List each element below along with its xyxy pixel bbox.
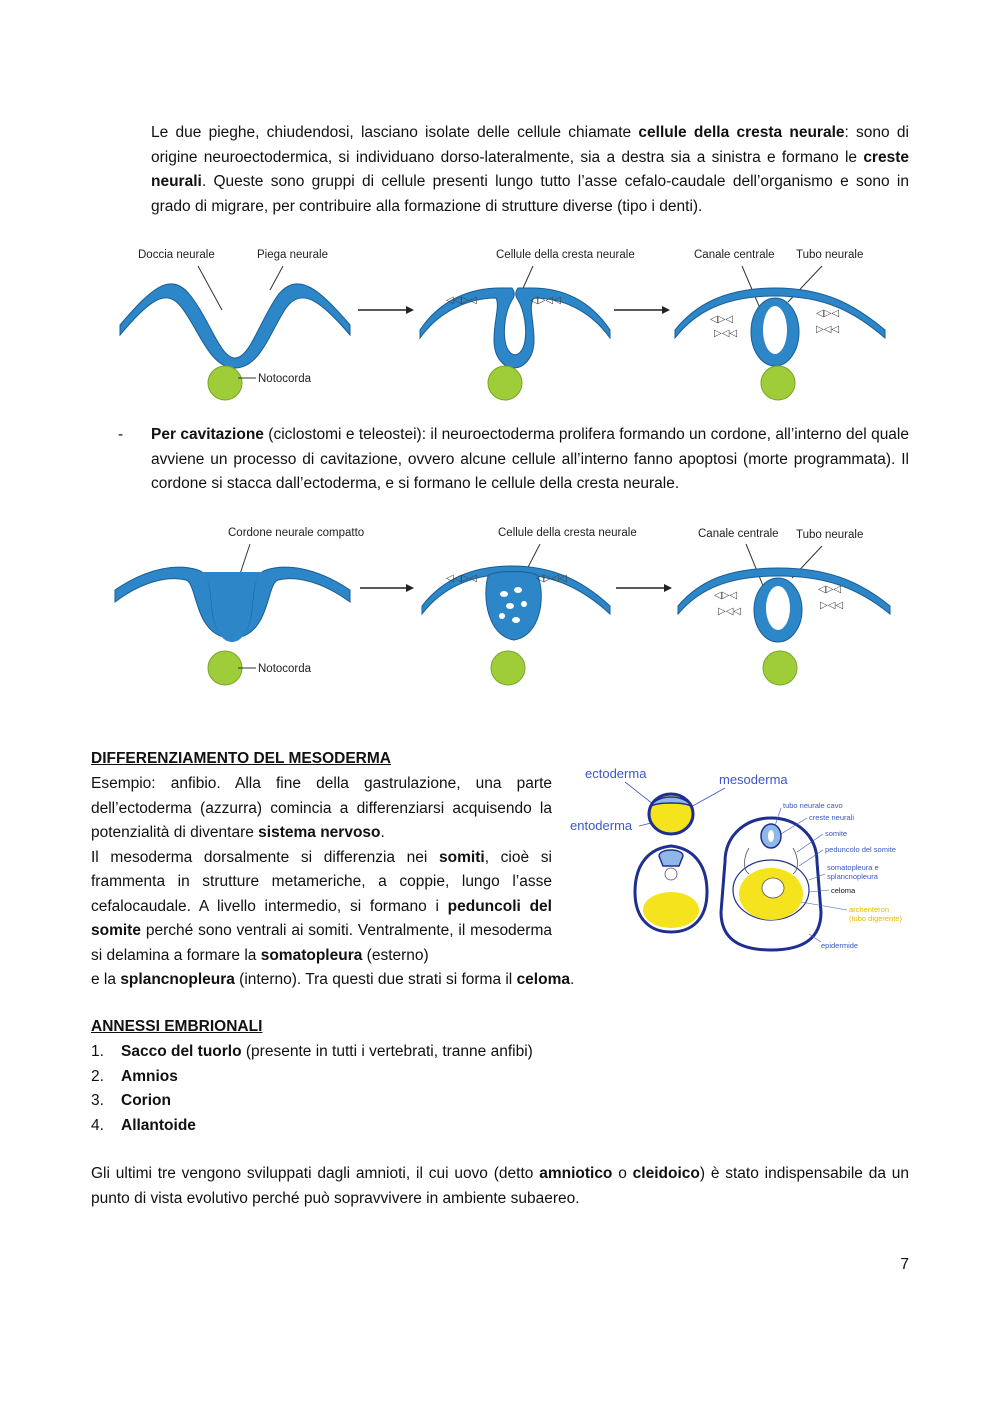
text-run: , cioè si frammenta in strutture metameriche, a coppie, lungo l’asse cefalocaudale. A livello intermedio, si formano i: [91, 848, 552, 915]
text-run: Gli ultimi tre vengono sviluppati dagli amnioti, il cui uovo (detto: [91, 1165, 540, 1182]
label-entoderma: entoderma: [570, 818, 633, 833]
list-text: [121, 1114, 196, 1139]
text-run: o: [612, 1165, 633, 1182]
text-run: . Queste sono gruppi di cellule presenti lungo tutto l’asse cefalo-caudale dell’organismo e sono in grado di migrare, per contribuire alla formazione di strutture diverse (tipo i denti).: [151, 173, 909, 215]
medium-embryo-neural: [659, 850, 683, 866]
list-number: 4.: [91, 1116, 104, 1134]
list-dash: -: [118, 426, 124, 443]
list-item: [91, 1114, 533, 1139]
bold-term: Allantoide: [121, 1116, 196, 1134]
pointer-line: [270, 266, 283, 290]
crest-cells-left: ◁▷◁: [714, 590, 738, 601]
pointer-line: [198, 266, 222, 310]
list-number: 1.: [91, 1043, 104, 1060]
apoptotic-cell: [506, 603, 514, 609]
page-number: 7: [900, 1256, 909, 1273]
crest-cells-left: ▷◁◁: [714, 328, 738, 339]
central-canal: [766, 586, 790, 630]
text-run: Esempio: anfibio. Alla fine della gastrulazione, una parte dell’ectoderma (azzurra) comincia a differenziarsi acquisendo la potenzialità di diventare: [91, 775, 552, 841]
text-run: e la: [91, 971, 121, 988]
label-piega-neurale: Piega neurale: [257, 249, 328, 261]
text-run: .: [380, 824, 385, 841]
label-mesoderma: mesoderma: [719, 772, 788, 787]
label-cordone-neurale: Cordone neurale compatto: [228, 527, 365, 539]
label-peduncolo: peduncolo del somite: [825, 845, 896, 854]
text-run: : sono di origine neuroectodermica, si individuano dorso-lateralmente, sia a destra sia a sinistra e formano le: [151, 124, 909, 166]
medium-embryo-yolk: [643, 892, 699, 928]
list-item: [91, 1040, 533, 1065]
crest-cells-right: ◁▷◁◁: [530, 295, 561, 306]
bold-term: peduncoli del somite: [91, 897, 552, 939]
crest-cells-left: ◁▷◁: [710, 314, 734, 325]
bold-term: somiti: [439, 848, 485, 866]
crest-cells-left: ◁◁▷◁: [446, 573, 477, 584]
figure-mesoderm-amphibian: [565, 762, 920, 962]
apoptotic-cell: [514, 587, 522, 593]
label-cellule-cresta: Cellule della cresta neurale: [496, 249, 635, 261]
notochord: [488, 366, 522, 400]
label-somatopleura: somatopleura e: [827, 863, 879, 872]
label-archenteron: archenteron: [849, 905, 890, 914]
text-run: (presente in tutti i vertebrati, tranne anfibi): [241, 1043, 533, 1060]
crest-cells-right: ◁▷◁: [818, 584, 842, 595]
text-run: ) è stato indispensabile da un punto di vista evolutivo perché può sopravvivere in ambiente subaereo.: [91, 1165, 910, 1207]
figure-neurulation-cavitation: [110, 518, 900, 688]
bold-term: cellule della cresta neurale: [638, 124, 845, 141]
paragraph-amnioti: [91, 1162, 909, 1211]
arrow-head: [662, 306, 670, 314]
label-notocorda: Notocorda: [258, 373, 312, 385]
label-tubo-neurale-cavo: tubo neurale cavo: [783, 801, 843, 810]
label-notocorda: Notocorda: [258, 663, 312, 675]
notochord: [208, 366, 242, 400]
bold-term: cleidoico: [632, 1165, 700, 1182]
crest-cells-right: ◁▷◁◁: [536, 573, 567, 584]
paragraph-cavitation: [151, 423, 909, 497]
bold-term: Sacco del tuorlo: [121, 1043, 242, 1060]
arrow-head: [406, 306, 414, 314]
list-text: [121, 1065, 178, 1090]
text-run: Il mesoderma dorsalmente si differenzia nei: [91, 848, 440, 866]
list-text: [121, 1089, 171, 1114]
apoptotic-cell: [499, 613, 505, 619]
text-run: (ciclostomi e teleostei): il neuroectoderma prolifera formando un cordone, all’interno del quale avviene un processo di cavitazione, ovvero alcune cellule all’interno fanno apoptosi (morte programmata). Il cordone si stacca dall’ectoderma, e si formano le cellule della cresta neurale.: [151, 426, 909, 492]
arrow-head: [406, 584, 414, 592]
label-canale-centrale: Canale centrale: [698, 528, 779, 540]
neural-tube-lumen: [768, 830, 774, 842]
crest-cells-left: ◁◁▷◁: [446, 295, 477, 306]
text-run: (esterno): [362, 946, 429, 964]
bold-term: Corion: [121, 1092, 171, 1109]
heading-mesoderm: DIFFERENZIAMENTO DEL MESODERMA: [91, 750, 391, 767]
pointer-line: [625, 782, 653, 804]
label-epidermide: epidermide: [821, 941, 859, 950]
paragraph-mesoderm: [91, 772, 552, 968]
crest-cells-right: ▷◁◁: [816, 324, 840, 335]
notochord: [763, 651, 797, 685]
bold-term: amniotico: [539, 1165, 613, 1182]
text-run: Le due pieghe, chiudendosi, lasciano isolate delle cellule chiamate: [151, 124, 639, 141]
apoptotic-cell: [512, 617, 520, 623]
bold-term: somatopleura: [260, 946, 363, 964]
text-run: perché sono ventrali ai somiti. Ventralmente, il mesoderma si delamina a formare la: [91, 922, 552, 964]
label-tubo-neurale: Tubo neurale: [796, 529, 864, 541]
crest-cells-right: ▷◁◁: [820, 600, 844, 611]
bold-term: Amnios: [121, 1067, 178, 1085]
label-creste-neurali: creste neurali: [809, 813, 855, 822]
list-text: [121, 1040, 533, 1065]
gut-lumen: [762, 878, 784, 898]
label-canale-centrale: Canale centrale: [694, 249, 775, 261]
list-number: 3.: [91, 1092, 104, 1109]
figure-neurulation-folding: [110, 240, 900, 405]
label-doccia-neurale: Doccia neurale: [138, 249, 215, 261]
neural-groove-shape: [120, 284, 350, 368]
label-tubo-neurale: Tubo neurale: [796, 249, 864, 261]
annessi-list: [91, 1040, 533, 1138]
notochord: [208, 651, 242, 685]
apoptotic-cell: [500, 591, 508, 597]
label-somite: somite: [825, 829, 848, 838]
bold-term: splancnopleura: [120, 971, 235, 988]
crest-cells-right: ◁▷◁: [816, 308, 840, 319]
text-run: (interno). Tra questi due strati si forma il: [234, 971, 517, 988]
list-item: [91, 1065, 533, 1090]
paragraph-neural-crest: [151, 121, 909, 219]
label-tubo-digerente: (tubo digerente): [849, 914, 902, 923]
label-splancnopleura: splancnopleura: [827, 872, 878, 881]
list-item: [91, 1089, 533, 1114]
paragraph-mesoderm-end: [91, 968, 691, 993]
bold-term: creste neurali: [151, 148, 909, 190]
arrow-head: [664, 584, 672, 592]
bold-term: celoma: [516, 971, 570, 988]
heading-annessi: ANNESSI EMBRIONALI: [91, 1018, 263, 1035]
apoptotic-cell: [521, 601, 527, 607]
crest-cells-left: ▷◁◁: [718, 606, 742, 617]
label-celoma: celoma: [831, 886, 856, 895]
notochord: [491, 651, 525, 685]
bold-term: sistema nervoso: [258, 824, 381, 841]
central-canal: [763, 306, 787, 354]
pointer-line: [689, 788, 725, 808]
list-number: 2.: [91, 1067, 104, 1085]
notochord: [761, 366, 795, 400]
label-ectoderma: ectoderma: [585, 766, 647, 781]
label-cellule-cresta: Cellule della cresta neurale: [498, 527, 637, 539]
bold-term: Per cavitazione: [151, 426, 264, 443]
text-run: .: [569, 971, 575, 988]
